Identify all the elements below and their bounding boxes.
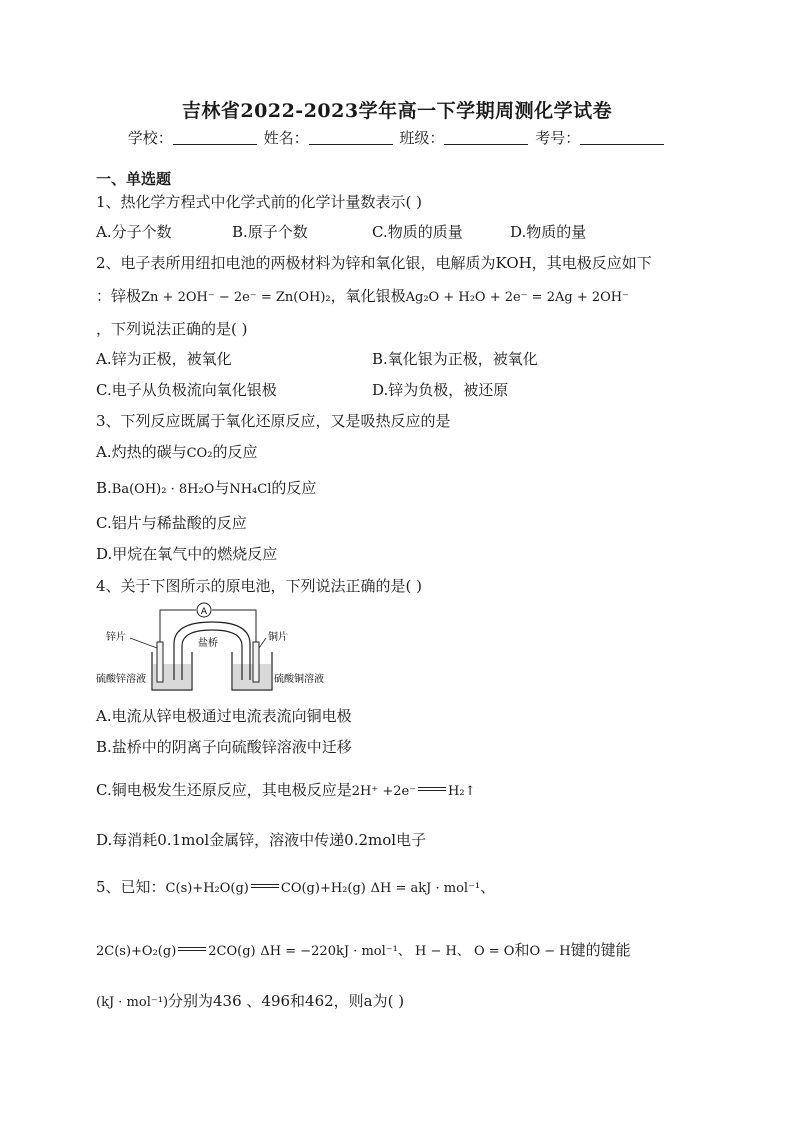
q5-bond-energy-label: 键的键能 [570,941,631,959]
page-title: 吉林省2022-2023学年高一下学期周测化学试卷 [181,100,613,122]
q2-zinc-pole-label: ：锌极 [96,287,142,305]
copper-label: 铜片 [268,632,288,643]
q3-b-suffix: 的反应 [271,479,317,497]
class-blank[interactable] [444,130,528,145]
section-heading: 一、单选题 [96,170,172,188]
right-solution-label: 硫酸铜溶液 [274,674,324,685]
q2-silver-equation: Ag₂O + H₂O + 2e⁻ = 2Ag + 2OH⁻ [405,290,629,305]
q5-eq2-reactants: 2C(s)+O₂(g) [96,944,177,959]
q3-b-connector: 与 [214,479,230,497]
copper-leader [259,638,266,648]
q2-option-c[interactable]: C.电子从负极流向氧化银极 [96,381,277,399]
equals-sign-icon [418,787,446,791]
q5-separator: 、 [480,878,496,896]
q2-option-d[interactable]: D.锌为负极，被还原 [372,381,509,399]
q3-b-text: B. [96,479,112,497]
q3-option-a[interactable] [96,441,257,462]
q5-line-3 [96,990,404,1011]
galvanic-cell-diagram [96,600,326,695]
copper-electrode [253,642,259,682]
q1-option-b[interactable]: B.原子个数 [232,223,308,241]
q2-electrode-line [96,285,629,306]
class-label: 班级： [399,129,445,147]
q4-option-d[interactable]: D.每消耗0.1mol金属锌，溶液中传递0.2mol电子 [96,831,427,849]
salt-bridge-label: 盐桥 [198,638,218,649]
q4-c-product: H₂↑ [448,784,476,799]
copper-sulfate-solution [233,664,271,689]
q5-line-2 [96,939,631,960]
left-solution-label: 硫酸锌溶液 [96,674,146,685]
q1-stem: 1、热化学方程式中化学式前的化学计量数表示( ) [96,193,423,211]
student-info-line [0,127,794,148]
q5-eq2-enthalpy: ΔH = −220kJ · mol⁻¹ [260,944,398,959]
school-blank[interactable] [173,130,257,145]
number-label: 考号： [535,129,581,147]
q2-zinc-equation: Zn + 2OH⁻ − 2e⁻ = Zn(OH)₂ [141,290,331,305]
zinc-label: 锌片 [106,632,126,643]
q3-a-text: A.灼热的碳与 [96,443,187,461]
q3-a-formula: CO₂ [186,446,213,461]
equals-sign-icon [178,947,206,951]
q4-c-reactants: 2H⁺ +2e⁻ [351,784,417,799]
q5-bonds: 、 H − H、 O = O [397,944,515,959]
q4-option-b[interactable]: B.盐桥中的阴离子向硫酸锌溶液中迁移 [96,738,352,756]
q5-line-1 [96,876,495,897]
name-label: 姓名： [263,129,309,147]
q5-eq1-products: CO(g)+H₂(g) [280,881,366,896]
q1-option-c[interactable]: C.物质的质量 [372,223,463,241]
q5-eq1-reactants: C(s)+H₂O(g) [165,881,249,896]
name-blank[interactable] [309,130,393,145]
q5-unit: (kJ · mol⁻¹) [96,995,169,1010]
q2-option-a[interactable]: A.锌为正极，被氧化 [96,350,232,368]
q4-stem: 4、关于下图所示的原电池，下列说法正确的是( ) [96,577,423,595]
q3-b-formula-1: Ba(OH)₂ · 8H₂O [111,482,215,497]
zinc-leader [130,638,157,648]
ammeter-label: A [200,607,208,617]
q5-eq2-products: 2CO(g) [208,944,256,959]
q4-option-c[interactable] [96,779,476,800]
q5-eq1-enthalpy: ΔH = akJ · mol⁻¹ [370,881,481,896]
q3-option-d[interactable]: D.甲烷在氧气中的燃烧反应 [96,545,278,563]
q4-c-text: C.铜电极发生还原反应，其电极反应是 [96,781,352,799]
number-blank[interactable] [580,130,664,145]
q3-b-formula-2: NH₄Cl [229,482,272,497]
q5-given-label: 5、已知： [96,878,166,896]
equals-sign-icon [251,884,279,888]
q5-oh-bond: O − H [529,944,571,959]
school-label: 学校： [127,129,173,147]
zinc-electrode [157,642,163,682]
q3-a-suffix: 的反应 [212,443,258,461]
q4-option-a[interactable]: A.电流从锌电极通过电流表流向铜电极 [96,707,352,725]
q3-option-b[interactable] [96,477,316,498]
q1-option-d[interactable]: D.物质的量 [510,223,587,241]
q3-option-c[interactable]: C.铝片与稀盐酸的反应 [96,514,247,532]
q3-stem: 3、下列反应既属于氧化还原反应，又是吸热反应的是 [96,412,451,430]
q1-option-a[interactable]: A.分子个数 [96,223,172,241]
q5-question: 分别为436 、496和462，则a为( ) [168,992,405,1010]
q2-option-b[interactable]: B.氧化银为正极，被氧化 [372,350,538,368]
q5-and: 和 [514,941,530,959]
wire-left [160,610,196,642]
q2-silver-pole-label: ，氧化银极 [330,287,406,305]
q2-stem: 2、电子表所用纽扣电池的两极材料为锌和氧化银，电解质为KOH，其电极反应如下 [96,254,652,272]
q2-question: ，下列说法正确的是( ) [96,320,248,338]
